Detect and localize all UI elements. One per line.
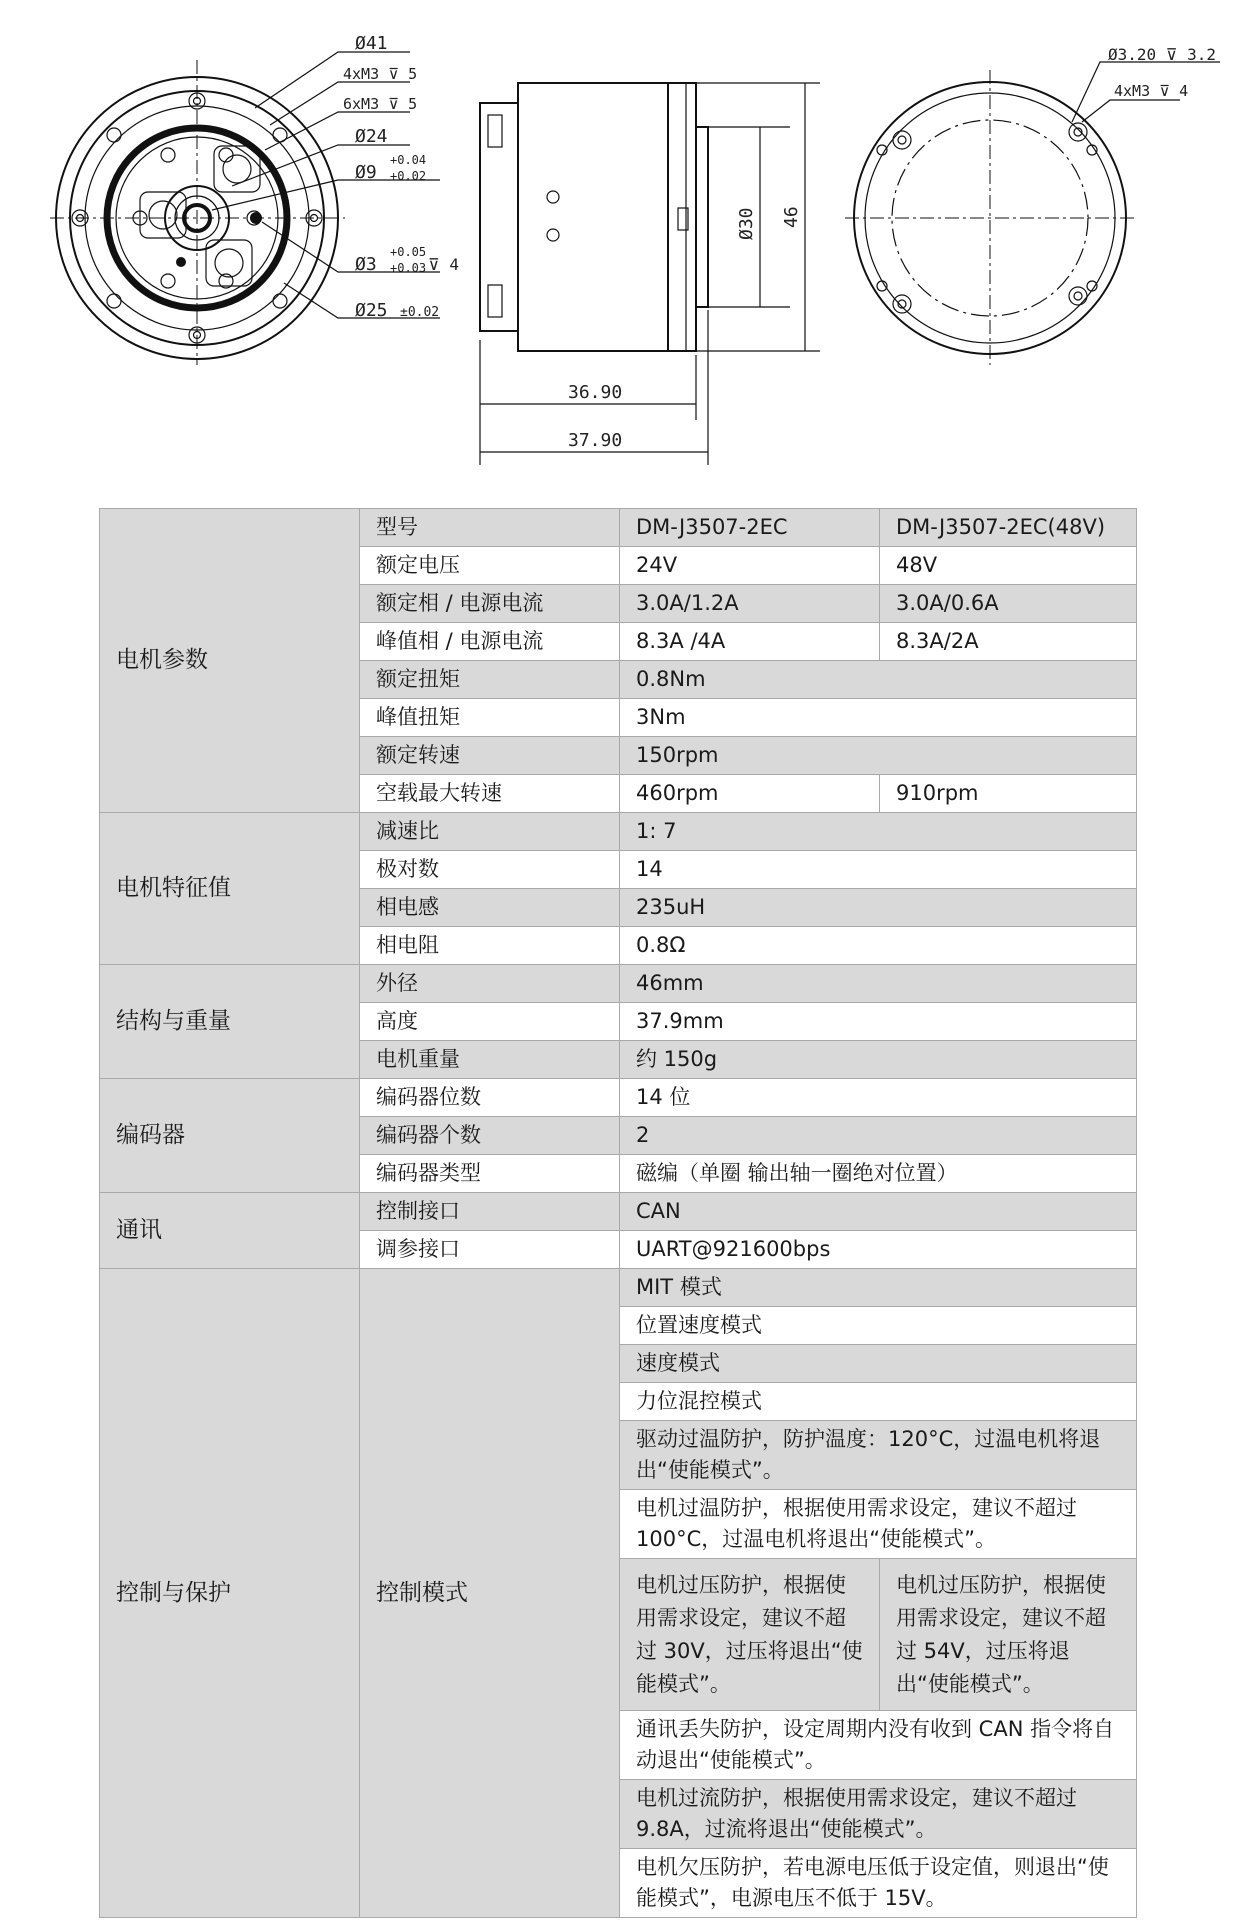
control-item: MIT 模式 (620, 1269, 1137, 1307)
side-label-46: 46 (781, 206, 802, 228)
row-value: 0.8Nm (620, 661, 1137, 699)
row-value: 460rpm (620, 775, 880, 813)
control-item: 电机过温防护，根据使用需求设定，建议不超过 100°C，过温电机将退出“使能模式”。 (620, 1490, 1137, 1559)
front-label-d9-tol-upper: +0.04 (390, 153, 427, 167)
row-value: 150rpm (620, 737, 1137, 775)
category-motor-char: 电机特征值 (100, 813, 360, 965)
row-value: DM-J3507-2EC (620, 509, 880, 547)
front-label-d25: Ø25 (355, 300, 388, 321)
table-row (100, 965, 1137, 1003)
control-item: 驱动过温防护，防护温度：120°C，过温电机将退出“使能模式”。 (620, 1421, 1137, 1490)
control-item-overvoltage-48v: 电机过压防护，根据使用需求设定，建议不超过 54V，过压将退出“使能模式”。 (880, 1559, 1137, 1711)
row-value: 14 位 (620, 1079, 1137, 1117)
category-motor-params: 电机参数 (100, 509, 360, 813)
front-label-d3-tol-upper: +0.05 (390, 245, 427, 259)
front-label-6xm3: 6xM3 ⊽ 5 (343, 95, 418, 113)
row-value: 37.9mm (620, 1003, 1137, 1041)
front-label-d3: Ø3 (355, 254, 377, 275)
spec-table (99, 508, 1137, 1918)
row-label: 电机重量 (360, 1041, 620, 1079)
row-value: 24V (620, 547, 880, 585)
control-item: 速度模式 (620, 1345, 1137, 1383)
row-label: 额定扭矩 (360, 661, 620, 699)
control-mode-label: 控制模式 (360, 1269, 620, 1918)
front-label-d9: Ø9 (355, 162, 377, 183)
front-label-d9-tol-lower: +0.02 (390, 169, 427, 183)
row-value-48v: 48V (880, 547, 1137, 585)
row-value: 3.0A/1.2A (620, 585, 880, 623)
front-label-d41: Ø41 (355, 33, 388, 54)
control-item-overvoltage-24v: 电机过压防护，根据使用需求设定，建议不超过 30V，过压将退出“使能模式”。 (620, 1559, 880, 1711)
side-label-36-90: 36.90 (568, 382, 623, 403)
category-control: 控制与保护 (100, 1269, 360, 1918)
row-label: 峰值扭矩 (360, 699, 620, 737)
rear-label-4xm3: 4xM3 ⊽ 4 (1114, 82, 1189, 100)
row-label: 极对数 (360, 851, 620, 889)
row-value: 8.3A /4A (620, 623, 880, 661)
row-label: 空载最大转速 (360, 775, 620, 813)
row-value: 0.8Ω (620, 927, 1137, 965)
front-label-d25-tol: ±0.02 (400, 305, 440, 320)
row-label: 高度 (360, 1003, 620, 1041)
row-value-48v: DM-J3507-2EC(48V) (880, 509, 1137, 547)
row-value: 3Nm (620, 699, 1137, 737)
row-label: 额定转速 (360, 737, 620, 775)
row-label: 额定电压 (360, 547, 620, 585)
row-value: 46mm (620, 965, 1137, 1003)
side-view-drawing (480, 83, 820, 465)
table-row (100, 813, 1137, 851)
front-label-d24: Ø24 (355, 126, 388, 147)
row-label: 控制接口 (360, 1193, 620, 1231)
row-label: 编码器类型 (360, 1155, 620, 1193)
table-row (100, 1079, 1137, 1117)
front-label-d3-tol-lower: +0.03 (390, 261, 427, 275)
front-label-4xm3: 4xM3 ⊽ 5 (343, 65, 418, 83)
row-label: 额定相 / 电源电流 (360, 585, 620, 623)
control-item: 力位混控模式 (620, 1383, 1137, 1421)
row-label: 相电阻 (360, 927, 620, 965)
row-value: 2 (620, 1117, 1137, 1155)
row-label: 外径 (360, 965, 620, 1003)
row-value: UART@921600bps (620, 1231, 1137, 1269)
rear-view-drawing (845, 45, 1220, 365)
row-value-48v: 910rpm (880, 775, 1137, 813)
row-label: 编码器位数 (360, 1079, 620, 1117)
row-label: 峰值相 / 电源电流 (360, 623, 620, 661)
front-view-drawing (50, 33, 459, 365)
row-value-48v: 3.0A/0.6A (880, 585, 1137, 623)
table-row (100, 509, 1137, 547)
category-encoder: 编码器 (100, 1079, 360, 1193)
row-value: 235uH (620, 889, 1137, 927)
control-item: 位置速度模式 (620, 1307, 1137, 1345)
row-value: 磁编（单圈 输出轴一圈绝对位置） (620, 1155, 1137, 1193)
control-item: 通讯丢失防护，设定周期内没有收到 CAN 指令将自动退出“使能模式”。 (620, 1711, 1137, 1780)
control-item: 电机欠压防护，若电源电压低于设定值，则退出“使能模式”，电源电压不低于 15V。 (620, 1849, 1137, 1918)
row-value: CAN (620, 1193, 1137, 1231)
row-label: 调参接口 (360, 1231, 620, 1269)
front-label-d3-depth: ⊽ 4 (428, 255, 459, 274)
row-value-48v: 8.3A/2A (880, 623, 1137, 661)
category-comm: 通讯 (100, 1193, 360, 1269)
control-item: 电机过流防护，根据使用需求设定，建议不超过 9.8A，过流将退出“使能模式”。 (620, 1780, 1137, 1849)
side-label-d30: Ø30 (736, 207, 757, 240)
row-value: 约 150g (620, 1041, 1137, 1079)
rear-label-d3-20: Ø3.20 ⊽ 3.2 (1108, 45, 1217, 64)
row-value: 14 (620, 851, 1137, 889)
engineering-drawings (0, 0, 1243, 480)
category-structure: 结构与重量 (100, 965, 360, 1079)
row-value: 1: 7 (620, 813, 1137, 851)
row-label: 型号 (360, 509, 620, 547)
table-row (100, 1193, 1137, 1231)
row-label: 相电感 (360, 889, 620, 927)
row-label: 编码器个数 (360, 1117, 620, 1155)
side-label-37-90: 37.90 (568, 430, 623, 451)
row-label: 减速比 (360, 813, 620, 851)
table-row (100, 1269, 1137, 1307)
